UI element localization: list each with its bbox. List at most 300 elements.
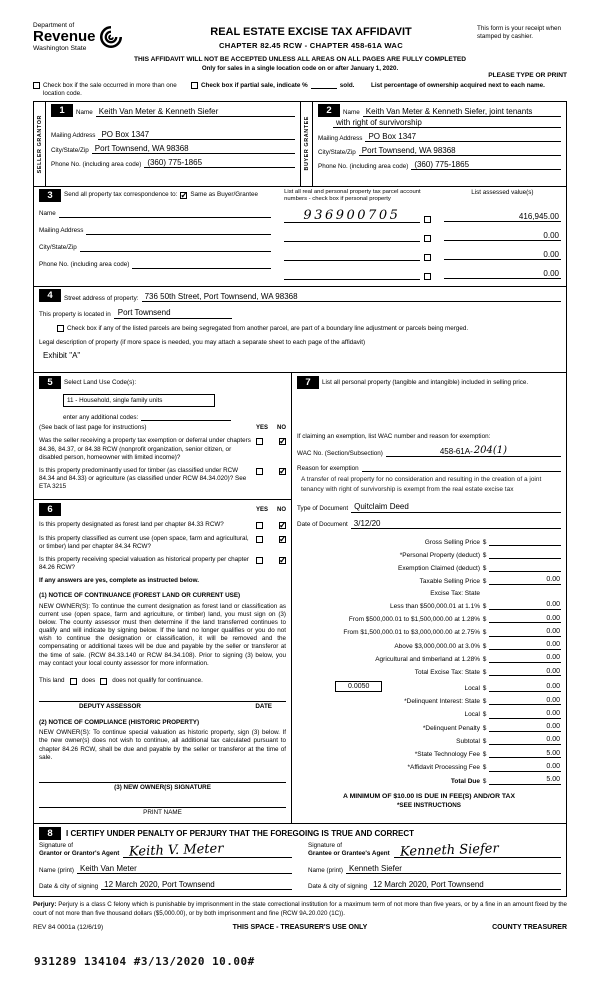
- dollar-sign: $: [482, 751, 487, 759]
- tax-label: *Delinquent Penalty: [422, 724, 480, 732]
- section-8: [33, 824, 567, 897]
- signature-grid: [39, 842, 561, 890]
- tax-row-state-technology-fee: [297, 750, 561, 759]
- parcel-number-field-3[interactable]: [284, 252, 420, 261]
- q1-no-checkbox[interactable]: [279, 438, 286, 445]
- reason-text: A transfer of real property for no consideration and resulting in the creation of a joint tenancy with right of survivorship is exempt from the real estate excise tax: [301, 476, 542, 494]
- correspondence-mailing-field[interactable]: [86, 226, 271, 235]
- tax-row-rate-3-0: [297, 641, 561, 650]
- question-text: Is this property classified as current use (open space, farm and agricultural, or timber) land per chapter 84.34 RCW?: [39, 534, 249, 550]
- tax-label: *Delinquent Interest: State: [404, 698, 480, 706]
- section-4: [33, 287, 567, 373]
- tax-label: Local: [464, 711, 480, 719]
- tax-row-total-excise-state: [297, 668, 561, 677]
- deputy-assessor-label: DEPUTY ASSESSOR: [79, 703, 141, 711]
- continuance-title: (1) NOTICE OF CONTINUANCE (FOREST LAND OR CURRENT USE): [39, 592, 241, 600]
- tax-label: *Affidavit Processing Fee: [407, 764, 480, 772]
- does-not-label: does not qualify for continuance.: [112, 676, 203, 684]
- partial-sale-label: Check box if partial sale, indicate %: [201, 82, 308, 89]
- street-address-field[interactable]: 736 50th Street, Port Townsend, WA 98368: [142, 292, 561, 302]
- q1-yes-checkbox[interactable]: [256, 438, 263, 445]
- amount-field[interactable]: [489, 629, 515, 637]
- section-7: [292, 373, 566, 823]
- reason-for-exemption-label: Reason for exemption: [297, 464, 359, 472]
- dollar-sign: $: [482, 711, 487, 719]
- amount-field[interactable]: [489, 551, 515, 559]
- amount-value: 5.00: [515, 776, 561, 785]
- grantee-name-print-label: Name (print): [308, 866, 343, 874]
- correspondence-name-field[interactable]: [59, 209, 271, 218]
- amount-value: 0.00: [515, 763, 561, 772]
- seller-name-label: Name: [76, 109, 93, 117]
- ownership-percentage-note: List percentage of ownership acquired next to each name.: [371, 82, 545, 89]
- deputy-assessor-signature-line[interactable]: [39, 701, 286, 702]
- legal-description-label: Legal description of property (if more space is needed, you may attach a separate sheet to each page of the affidavit): [39, 338, 366, 346]
- amount-field[interactable]: [489, 711, 515, 719]
- left-column: [34, 373, 292, 823]
- section-3-badge: 3: [39, 189, 61, 202]
- washington-state-label: Washington State: [33, 45, 87, 52]
- seller-city-field[interactable]: Port Townsend, WA 98368: [92, 144, 295, 154]
- q2-yes-checkbox[interactable]: [256, 468, 263, 475]
- buyer-mailing-label: Mailing Address: [318, 134, 363, 142]
- forest-land-question: [39, 521, 286, 529]
- form-subtitle: CHAPTER 82.45 RCW - CHAPTER 458-61A WAC: [219, 41, 403, 50]
- parcel-numbers-block: [279, 189, 436, 281]
- question-text: Was the seller receiving a property tax exemption or deferral under chapters 84.36, 84.37, or 84.38 RCW (nonprofit organization, senior citizen, or disabled person, homeowner with limited income)?: [39, 437, 251, 461]
- wac-number-label: WAC No. (Section/Subsection): [297, 449, 383, 457]
- buyer-name-field[interactable]: Keith Van Meter & Kenneth Siefer, joint tenants: [363, 107, 561, 117]
- tax-row-delinquent-interest-local: [297, 710, 561, 719]
- street-address-label: Street address of property:: [64, 294, 139, 302]
- amount-field[interactable]: [489, 615, 515, 623]
- question-text: Is this property designated as forest land per chapter 84.33 RCW?: [39, 521, 224, 529]
- amount-value: 0.00: [515, 723, 561, 732]
- segregated-label: Check box if any of the listed parcels are being segregated from another parcel, are part of a boundary line adjustment or parcels being merged.: [67, 324, 469, 332]
- grantor-agent-label: Grantor or Grantor's Agent: [39, 850, 120, 858]
- form-revision-number: REV 84 0001a (12/6/19): [33, 924, 104, 932]
- assessed-value-3[interactable]: 0.00: [444, 250, 561, 260]
- correspondence-city-field[interactable]: [80, 243, 271, 252]
- historic-no-checkbox[interactable]: [279, 557, 286, 564]
- personal-property-checkbox-2[interactable]: [424, 235, 431, 242]
- amount-field[interactable]: [489, 750, 515, 758]
- land-use-title: Select Land Use Code(s):: [64, 378, 137, 386]
- correspondence-name-label: Name: [39, 210, 56, 218]
- segregated-checkbox[interactable]: [57, 325, 64, 332]
- amount-field[interactable]: [489, 564, 515, 572]
- personal-property-blank-area[interactable]: [297, 389, 561, 433]
- revenue-swirl-icon: [99, 25, 123, 49]
- continuance-body: NEW OWNER(S): To continue the current designation as forest land or classification as current use (open space, farm and agriculture, or timber) land, you must sign on (3) below. The county assessor must then determine if the land transferred continues to qualify and will indicate by signing below. If the land no longer qualifies or you do not wish to continue the designation or classification, it will be removed and the compensating or additional taxes will be due and payable by the seller or transferor at the time of sale. (RCW 84.33.140 or RCW 84.34.108). Prior to signing (3) below, you may contact your local county assessor for more information.: [39, 602, 287, 667]
- tax-row-rate-2-75: [297, 628, 561, 637]
- sub-warning-row: [33, 65, 567, 80]
- seller-phone-label: Phone No. (including area code): [51, 160, 142, 168]
- cashier-stamp: 931289 134104 #3/13/2020 10.00#: [34, 955, 255, 968]
- tax-label: Excise Tax: State: [430, 589, 480, 597]
- correspondence-phone-label: Phone No. (including area code): [39, 261, 130, 269]
- seller-name-field[interactable]: Keith Van Meter & Kenneth Siefer: [96, 107, 295, 117]
- buyer-mailing-field[interactable]: PO Box 1347: [365, 132, 561, 142]
- form-body: [33, 22, 567, 931]
- section-7-badge: 7: [297, 376, 319, 389]
- title-block: [145, 22, 477, 50]
- tax-row-personal-property-deduct: [297, 551, 561, 559]
- amount-field[interactable]: [489, 668, 515, 676]
- wac-handwritten-part: 204(1): [473, 445, 508, 457]
- section-3: [33, 187, 567, 288]
- tax-label: Taxable Selling Price: [419, 577, 480, 585]
- amount-value: 0.00: [515, 710, 561, 719]
- correspondence-phone-field[interactable]: [132, 260, 271, 269]
- this-land-label: This land: [39, 676, 65, 684]
- grantor-signature-field[interactable]: [123, 841, 292, 860]
- section-5: [34, 373, 291, 500]
- dollar-sign: $: [482, 724, 487, 732]
- timber-agriculture-question: [39, 467, 286, 492]
- grantor-date-city-label: Date & city of signing: [39, 882, 99, 890]
- amount-field[interactable]: [489, 777, 515, 785]
- see-back-note: (See back of last page for instructions): [39, 424, 147, 432]
- tax-label: Subtotal: [456, 737, 480, 745]
- correspondence-mailing-label: Mailing Address: [39, 227, 84, 235]
- tax-row-agricultural: [297, 654, 561, 663]
- legal-description-value[interactable]: Exhibit "A": [43, 351, 81, 360]
- dollar-sign: $: [482, 642, 487, 650]
- assessed-value-4[interactable]: 0.00: [444, 269, 561, 279]
- tax-label: Total Excise Tax: State: [414, 669, 480, 677]
- grantee-name-print-field[interactable]: Kenneth Siefer: [346, 864, 561, 874]
- dollar-sign: $: [482, 602, 487, 610]
- amount-field[interactable]: [489, 764, 515, 772]
- if-yes-note: If any answers are yes, complete as instructed below.: [39, 577, 200, 585]
- buyer-fields: [313, 102, 566, 186]
- land-use-code-box[interactable]: 11 - Household, single family units: [63, 394, 215, 407]
- perjury-body: Perjury is a class C felony which is punishable by imprisonment in the state correctional institution for a maximum term of not more than five years, or by a fine in an amount fixed by the court of not more than five thousand dollars ($5,000.00), or by both imprisonment and fine (RCW 9A.20.020 (1C)).: [33, 901, 567, 917]
- tax-row-subtotal: [297, 736, 561, 745]
- county-treasurer-label: COUNTY TREASURER: [492, 924, 567, 932]
- parcel-number-field-1[interactable]: 936900705: [284, 209, 420, 223]
- send-correspondence-label: Send all property tax correspondence to:: [64, 191, 178, 199]
- wac-number-field[interactable]: [386, 446, 561, 457]
- assessed-value-2[interactable]: 0.00: [444, 231, 561, 241]
- amount-value: 5.00: [515, 750, 561, 759]
- perjury-label: Perjury:: [33, 901, 57, 909]
- located-in-label: This property is located in: [39, 311, 111, 319]
- amount-value: 0.00: [515, 628, 561, 637]
- grantee-signature-column: [308, 842, 561, 890]
- amount-value: 0.00: [515, 736, 561, 745]
- current-use-no-checkbox[interactable]: [279, 536, 286, 543]
- does-label: does: [81, 676, 96, 684]
- amount-field[interactable]: [489, 602, 515, 610]
- main-columns: [33, 373, 567, 824]
- date-of-document-label: Date of Document: [297, 521, 348, 529]
- additional-codes-field[interactable]: [141, 412, 231, 421]
- grantee-signature-field[interactable]: [394, 841, 561, 860]
- historic-property-question: [39, 556, 286, 572]
- only-sales-note: Only for sales in a single location code on or after January 1, 2020.: [201, 65, 399, 72]
- seller-phone-field[interactable]: (360) 775-1865: [144, 158, 295, 168]
- q2-no-checkbox[interactable]: [279, 468, 286, 475]
- dollar-sign: $: [482, 616, 487, 624]
- tax-label: Exemption Claimed (deduct): [397, 564, 480, 572]
- receipt-note: This form is your receipt when stamped by cashier.: [477, 25, 561, 41]
- treasurer-space-label: THIS SPACE - TREASURER'S USE ONLY: [232, 924, 368, 932]
- exemption-intro: If claiming an exemption, list WAC number and reason for exemption:: [297, 433, 491, 441]
- correspondence-block: [39, 189, 279, 281]
- grantee-agent-label: Grantee or Grantee's Agent: [308, 850, 390, 858]
- section-6-header: [39, 503, 286, 516]
- parcel-number-field-2[interactable]: [284, 233, 420, 242]
- yes-no-header: [256, 425, 286, 431]
- located-in-field[interactable]: Port Townsend: [114, 308, 232, 318]
- signature-of-label: Signature of: [39, 842, 73, 850]
- amount-value: [515, 551, 561, 559]
- sold-label: sold.: [339, 82, 355, 89]
- please-type-or-print: PLEASE TYPE OR PRINT: [488, 72, 567, 79]
- amount-value: 0.00: [515, 641, 561, 650]
- amount-field[interactable]: [489, 642, 515, 650]
- multi-location-block: [33, 82, 181, 98]
- type-of-document-field[interactable]: Quitclaim Deed: [351, 502, 561, 512]
- grantor-signature-column: [39, 842, 292, 890]
- tax-label: From $1,500,000.01 to $3,000,000.00 at 2.75%: [343, 629, 480, 637]
- grantee-date-city-field[interactable]: 12 March 2020, Port Townsend: [370, 880, 561, 890]
- historic-yes-checkbox[interactable]: [256, 557, 263, 564]
- amount-value: 0.00: [515, 683, 561, 692]
- dollar-sign: $: [482, 737, 487, 745]
- dollar-sign: $: [482, 629, 487, 637]
- reason-field[interactable]: [362, 463, 561, 472]
- dor-logo-text: [33, 22, 96, 52]
- new-owner-signature-label: (3) NEW OWNER(S) SIGNATURE: [114, 784, 211, 791]
- tax-row-delinquent-penalty: [297, 723, 561, 732]
- buyer-city-label: City/State/Zip: [318, 148, 356, 156]
- grantor-signature-label-block: [39, 842, 119, 858]
- seller-side-strip: [34, 102, 46, 186]
- dollar-sign: $: [482, 777, 487, 785]
- dollar-sign: $: [482, 655, 487, 663]
- grantor-name-print-label: Name (print): [39, 866, 74, 874]
- grantor-date-city-field[interactable]: 12 March 2020, Port Townsend: [101, 880, 292, 890]
- tax-label: Agricultural and timberland at 1.28%: [375, 655, 480, 663]
- amount-value: 0.00: [515, 697, 561, 706]
- type-of-document-label: Type of Document: [297, 505, 349, 513]
- amount-field[interactable]: [489, 697, 515, 705]
- amount-field[interactable]: [489, 724, 515, 732]
- assessed-values-block: [436, 189, 561, 281]
- compliance-title: (2) NOTICE OF COMPLIANCE (HISTORIC PROPERTY): [39, 719, 200, 727]
- section-2-badge: 2: [318, 104, 340, 117]
- current-use-yes-checkbox[interactable]: [256, 536, 263, 543]
- amount-field[interactable]: [489, 655, 515, 663]
- forest-yes-checkbox[interactable]: [256, 522, 263, 529]
- tax-label: From $500,000.01 to $1,500,000.00 at 1.28%: [348, 616, 480, 624]
- deputy-date-labels: [39, 703, 286, 710]
- certify-row: [39, 827, 561, 840]
- excise-tax-state-header: [297, 590, 561, 597]
- question-checkboxes: [256, 521, 286, 529]
- print-name-line[interactable]: [39, 807, 286, 808]
- minimum-due-note: A MINIMUM OF $10.00 IS DUE IN FEE(S) AND/OR TAX: [343, 792, 515, 800]
- amount-value: 0.00: [515, 576, 561, 585]
- grantor-signature: Keith V. Meter: [129, 841, 225, 860]
- dollar-sign: $: [482, 539, 487, 547]
- tax-label: Local: [464, 684, 480, 692]
- amount-field[interactable]: [489, 737, 515, 745]
- no-label: NO: [277, 425, 287, 432]
- local-rate-box[interactable]: 0.0050: [335, 681, 382, 692]
- buyer-name-label: Name: [343, 109, 360, 117]
- perjury-paragraph: [33, 901, 567, 918]
- date-label: DATE: [255, 703, 273, 711]
- see-back-row: [39, 424, 286, 432]
- exemption-deferral-question: [39, 437, 286, 462]
- seller-mailing-field[interactable]: PO Box 1347: [98, 130, 295, 140]
- tax-row-gross-selling-price: [297, 538, 561, 546]
- tax-row-total-due: [297, 776, 561, 785]
- compliance-body: NEW OWNER(S): To continue special valuation as historic property, sign (3) below. If the new owner(s) does not wish to continue, all additional tax calculated pursuant to chapter 84.26 RCW, shall be due and payable by the seller or transferor at the time of sale.: [39, 729, 287, 761]
- partial-sale-percent-field[interactable]: [311, 82, 337, 89]
- question-checkboxes: [256, 467, 286, 475]
- dollar-sign: $: [482, 577, 487, 585]
- print-name-label: PRINT NAME: [143, 809, 182, 817]
- wac-printed-part: 458-61A-: [439, 447, 473, 457]
- tax-row-rate-1-1: [297, 601, 561, 610]
- partial-sale-block: [191, 82, 361, 89]
- parcel-number-field-4[interactable]: [284, 271, 420, 280]
- certify-statement: I CERTIFY UNDER PENALTY OF PERJURY THAT THE FOREGOING IS TRUE AND CORRECT: [66, 829, 415, 839]
- seller-grantor-section: [34, 102, 300, 186]
- grantor-name-print-field[interactable]: Keith Van Meter: [77, 864, 292, 874]
- dollar-sign: $: [482, 551, 487, 559]
- tax-row-delinquent-interest-state: [297, 697, 561, 706]
- question-text: Is this property predominantly used for timber (as classified under RCW 84.34 and 84.33) or agriculture (as classified under RCW 84.34.020)? See ETA 3215: [39, 466, 247, 491]
- department-of-label: Department of: [33, 22, 75, 29]
- question-text: Is this property receiving special valuation as historical property per chapter 84.26 RCW?: [39, 555, 249, 572]
- does-not-qualify-checkbox[interactable]: [100, 678, 107, 685]
- tax-label: Above $3,000,000.00 at 3.0%: [394, 642, 480, 650]
- tax-label: Total Due: [450, 777, 480, 785]
- section-6-badge: 6: [39, 503, 61, 516]
- grantee-signature-label-block: [308, 842, 390, 858]
- buyer-grantee-section: [300, 102, 566, 186]
- buyer-side-label: BUYER GRANTEE: [303, 116, 310, 171]
- personal-property-checkbox-1[interactable]: [424, 216, 431, 223]
- grantee-date-city-label: Date & city of signing: [308, 882, 368, 890]
- personal-property-checkbox-3[interactable]: [424, 254, 431, 261]
- tax-label: *Personal Property (deduct): [399, 551, 480, 559]
- tax-label: Gross Selling Price: [424, 539, 480, 547]
- dollar-sign: $: [482, 698, 487, 706]
- question-checkboxes: [256, 535, 286, 543]
- dollar-sign: $: [482, 764, 487, 772]
- seller-mailing-label: Mailing Address: [51, 132, 96, 140]
- additional-codes-label: enter any additional codes:: [63, 413, 139, 421]
- amount-value: 0.00: [515, 615, 561, 624]
- current-use-question: [39, 535, 286, 551]
- question-checkboxes: [256, 556, 286, 564]
- tax-row-exemption-claimed: [297, 564, 561, 572]
- buyer-phone-field[interactable]: (360) 775-1865: [411, 160, 561, 170]
- assessed-values-header: List assessed value(s): [471, 188, 534, 196]
- dollar-sign: $: [482, 669, 487, 677]
- correspondence-city-label: City/State/Zip: [39, 244, 77, 252]
- section-5-badge: 5: [39, 376, 61, 389]
- multi-location-label: Check box if the sale occurred in more than one location code.: [43, 82, 177, 97]
- amount-value: 0.00: [515, 668, 561, 677]
- warning-line: THIS AFFIDAVIT WILL NOT BE ACCEPTED UNLESS ALL AREAS ON ALL PAGES ARE FULLY COMPLETED: [133, 56, 467, 63]
- does-qualify-checkbox[interactable]: [70, 678, 77, 685]
- see-instructions-note: *SEE INSTRUCTIONS: [396, 801, 462, 809]
- parties-row: [33, 101, 567, 187]
- amount-value: [515, 538, 561, 546]
- parcel-header: List all real and personal property tax parcel account numbers - check box if personal property: [284, 188, 421, 203]
- footer-row: [33, 924, 567, 931]
- buyer-name-field-line2[interactable]: with right of survivorship: [333, 118, 561, 128]
- grantee-signature: Kenneth Siefer: [399, 841, 499, 860]
- tax-row-local: [297, 681, 561, 692]
- buyer-side-strip: [301, 102, 313, 186]
- date-of-document-field[interactable]: 3/12/20: [351, 519, 561, 529]
- new-owner-signature-line[interactable]: [39, 782, 286, 783]
- multi-location-checkbox[interactable]: [33, 82, 40, 89]
- personal-property-checkbox-4[interactable]: [424, 273, 431, 280]
- buyer-city-field[interactable]: Port Townsend, WA 98368: [359, 146, 561, 156]
- amount-value: [515, 564, 561, 572]
- tax-row-taxable-selling-price: [297, 576, 561, 585]
- amount-value: 0.00: [515, 654, 561, 663]
- form-title: REAL ESTATE EXCISE TAX AFFIDAVIT: [210, 26, 412, 38]
- same-as-buyer-checkbox[interactable]: [180, 192, 187, 199]
- section-1-badge: 1: [51, 104, 73, 117]
- same-as-buyer-label: Same as Buyer/Grantee: [190, 191, 258, 199]
- personal-property-title: List all personal property (tangible and intangible) included in selling price.: [322, 378, 529, 386]
- amount-field[interactable]: [489, 577, 515, 585]
- question-checkboxes: [256, 437, 286, 445]
- seller-side-label: SELLER GRANTOR: [36, 114, 43, 173]
- seller-fields: [46, 102, 300, 186]
- spacer: [51, 117, 295, 126]
- forest-no-checkbox[interactable]: [279, 522, 286, 529]
- top-checkbox-row: [33, 82, 567, 98]
- dor-logo-block: [33, 22, 145, 52]
- amount-field[interactable]: [489, 684, 515, 692]
- yes-label: YES: [256, 425, 269, 432]
- amount-field[interactable]: [489, 538, 515, 546]
- tax-row-affidavit-processing-fee: [297, 763, 561, 772]
- amount-value: 0.00: [515, 601, 561, 610]
- form-header: [33, 22, 567, 52]
- seller-city-label: City/State/Zip: [51, 146, 89, 154]
- tax-row-rate-1-28: [297, 615, 561, 624]
- section-4-badge: 4: [39, 289, 61, 302]
- section-6: [34, 500, 291, 823]
- tax-label: Less than $500,000.01 at 1.1%: [390, 602, 480, 610]
- yes-label: YES: [256, 506, 269, 513]
- revenue-label: Revenue: [33, 28, 96, 45]
- dollar-sign: $: [482, 684, 487, 692]
- partial-sale-checkbox[interactable]: [191, 82, 198, 89]
- signature-of-label: Signature of: [308, 842, 342, 850]
- assessed-value-1[interactable]: 416,945.00: [444, 212, 561, 222]
- no-label: NO: [277, 506, 287, 513]
- section-8-badge: 8: [39, 827, 61, 840]
- excise-tax-table: [297, 534, 561, 785]
- buyer-phone-label: Phone No. (including area code): [318, 162, 409, 170]
- tax-label: *State Technology Fee: [414, 751, 480, 759]
